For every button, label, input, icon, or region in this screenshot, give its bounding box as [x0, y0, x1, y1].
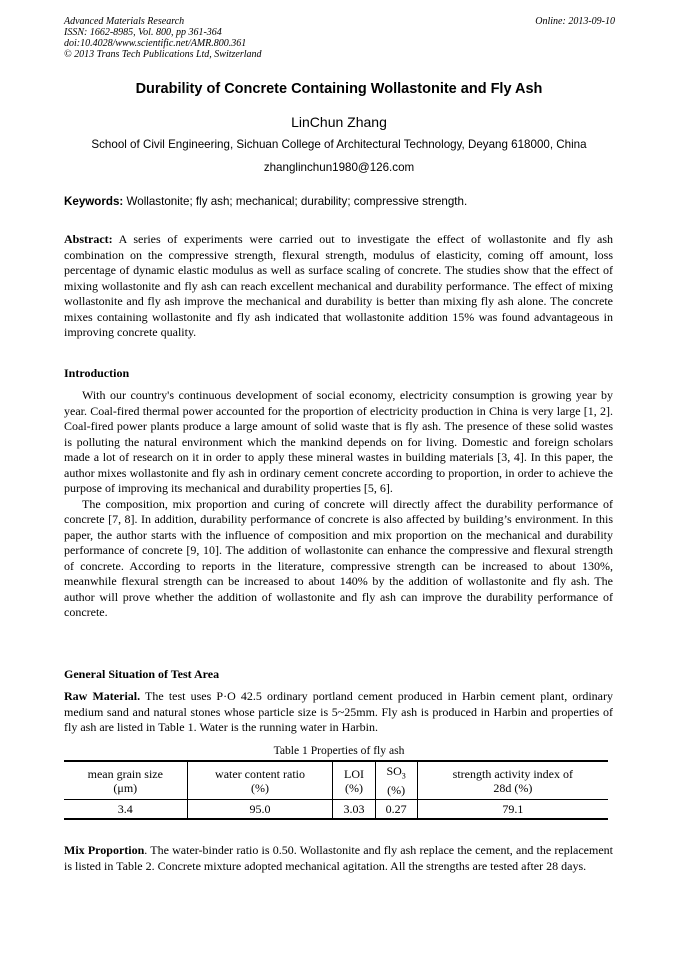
table-1-caption: Table 1 Properties of fly ash	[273, 744, 405, 757]
table-1-properties-of-fly-ash	[64, 760, 608, 820]
abstract-text: A series of experiments were carried out to investigate the effect of wollastonite and fly ash combination on the compressive strength, flexural strength, modulus of elasticity, coming off amount, loss percentage of dynamic elastic modulus as well as surface scaling of concrete. The studies show that the effect of mixing wollastonite and fly ash can reach excellent mechanical and durability performance. The effect of mixing wollastonite and fly ash improve the mechanical and durability is better than mixing fly ash alone. The concrete mixes containing wollastonite and fly ash indicated that wollastonite addition 15% was found advantageous in improving concrete quality.	[64, 232, 614, 339]
keywords	[64, 195, 624, 208]
abstract-label: Abstract:	[64, 232, 113, 246]
keywords-label: Keywords:	[64, 195, 124, 208]
journal-name: Advanced Materials Research	[64, 16, 185, 27]
raw-material-text: The test uses P·O 42.5 ordinary portland cement produced in Harbin cement plant, ordinary medium sand and natural stones whose particle size is 5~25mm. Fly ash is produced in Harbin and properties of fly ash are listed in Table 1. Water is the running water in Harbin.	[64, 689, 613, 734]
introduction-paragraph-1: With our country's continuous development of social economy, electricity consumption is growing year by year. Coal-fired thermal power accounted for the proportion of electricity production in China is very large [1, 2]. Coal-fired power plants produce a large amount of solid waste that is fly ash. The presence of these solid wastes is polluting the natural environment which the mankind depends on for living. Domestic and foreign scholars made a lot of research on it in order to apply these mineral wastes in building materials [3, 4]. In this paper, the author mixes wollastonite and fly ash in ordinary cement concrete according to proportion, in order to achieve the purpose of improving its mechanical and durability properties [5, 6].	[64, 388, 613, 495]
online-date: Online: 2013-09-10	[535, 16, 615, 27]
keywords-text: Wollastonite; fly ash; mechanical; durability; compressive strength.	[126, 195, 468, 208]
copyright-line: © 2013 Trans Tech Publications Ltd, Switzerland	[64, 49, 262, 60]
abstract	[64, 232, 613, 341]
table-header-cell: mean grain size (μm)	[87, 766, 163, 795]
author-affiliation: School of Civil Engineering, Sichuan College of Architectural Technology, Deyang 618000, China	[91, 138, 587, 151]
mix-proportion-label: Mix Proportion	[64, 843, 145, 857]
introduction-heading: Introduction	[64, 366, 130, 380]
general-situation-heading: General Situation of Test Area	[64, 667, 220, 681]
issn-line: ISSN: 1662-8985, Vol. 800, pp 361-364	[64, 27, 222, 38]
table-cell: 3.4	[117, 802, 133, 817]
raw-material-label: Raw Material.	[64, 689, 141, 703]
table-cell: 3.03	[333, 800, 375, 820]
table-cell: 0.27	[375, 800, 417, 820]
table-cell: 79.1	[417, 800, 608, 820]
introduction-paragraph-2: The composition, mix proportion and curing of concrete will directly affect the durability performance of concrete [7, 8]. In addition, durability performance of concrete is also affected by building’s environment. In this paper, the author starts with the influence of composition and mix proportion on the mechanical and durability performance of concrete [9, 10]. The addition of wollastonite can enhance the compressive and flexural strength of concrete. According to reports in the literature, compressive strength can be increased to about 130%, meanwhile flexural strength can be increased to about 140% by the addition of wollastonite and fly ash. The author will prove whether the addition of wollastonite and fly ash can improve the durability performance of concrete.	[64, 496, 613, 619]
doi-line: doi:10.4028/www.scientific.net/AMR.800.361	[64, 38, 247, 49]
table-header-cell: water content ratio (%)	[187, 761, 333, 800]
mix-proportion-text: . The water-binder ratio is 0.50. Wollastonite and fly ash replace the cement, and the replacement is listed in Table 2. Concrete mixture adopted mechanical agitation. All the strengths are tested after 28 days.	[64, 843, 613, 873]
journal-header	[64, 16, 262, 60]
table-header-cell: LOI (%)	[333, 761, 375, 800]
author-name: LinChun Zhang	[291, 114, 387, 130]
table-row	[64, 800, 608, 820]
table-header-cell: $SO_3$ (%)	[375, 761, 417, 800]
table-header-row	[64, 761, 608, 800]
raw-material-paragraph	[64, 689, 613, 736]
paper-title: Durability of Concrete Containing Wollastonite and Fly Ash	[135, 81, 543, 97]
author-email: zhanglinchun1980@126.com	[263, 161, 415, 174]
mix-proportion-paragraph	[64, 843, 613, 874]
table-cell: 95.0	[187, 800, 333, 820]
table-header-cell: strength activity index of 28d (%)	[417, 761, 608, 800]
introduction-body	[64, 388, 613, 621]
